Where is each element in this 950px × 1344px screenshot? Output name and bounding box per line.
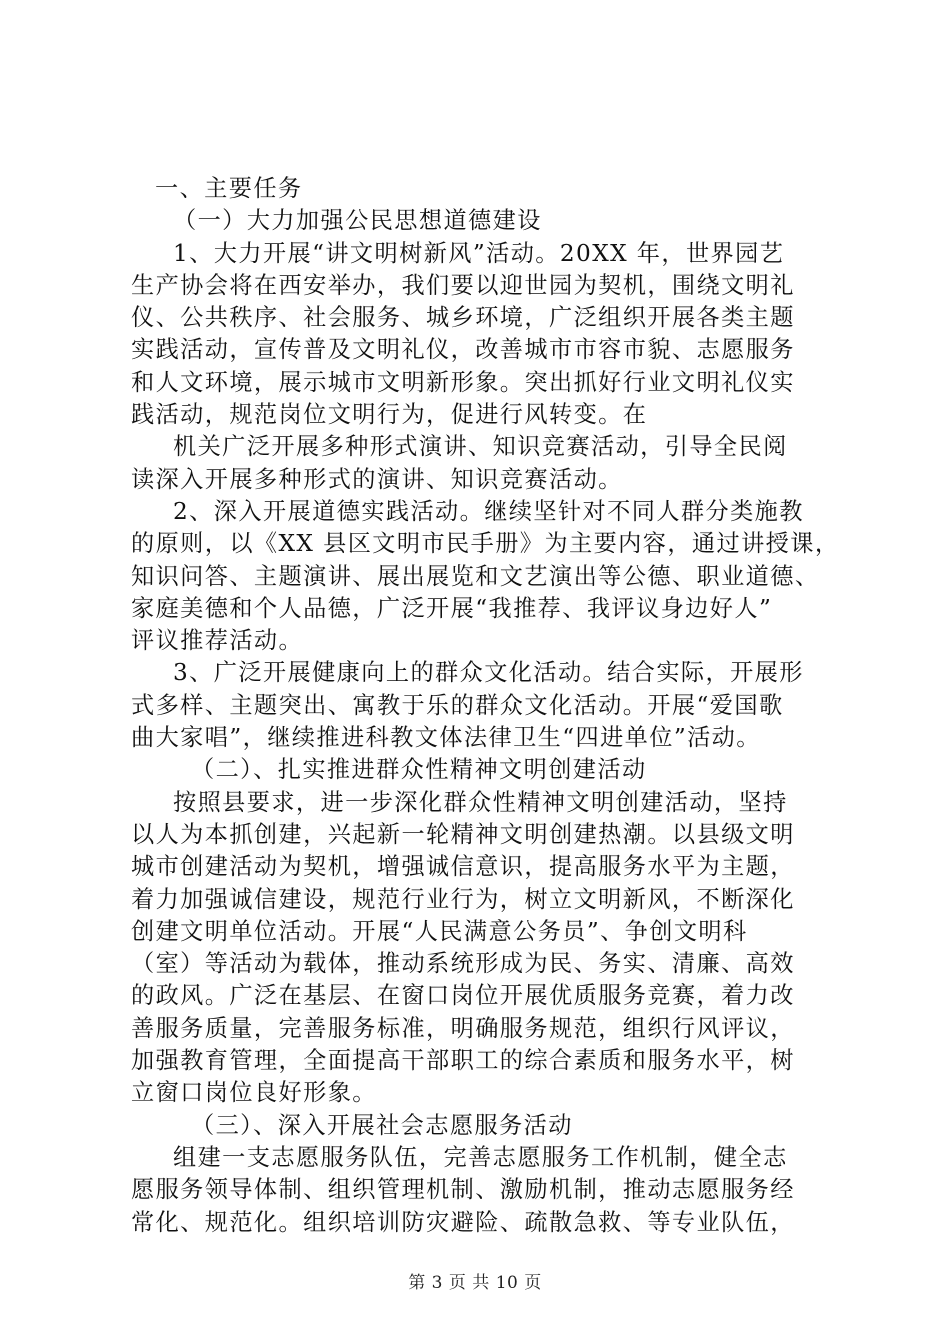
text-line: 3、广泛开展健康向上的群众文化活动。结合实际，开展形 (173, 659, 804, 687)
text-line: 立窗口岗位良好形象。 (131, 1079, 377, 1107)
text-line: （一）大力加强公民思想道德建设 (173, 207, 542, 235)
text-line: 的政风。广泛在基层、在窗口岗位开展优质服务竞赛，着力改 (131, 982, 795, 1010)
text-line: 1、大力开展“讲文明树新风”活动。20XX 年，世界园艺 (173, 239, 785, 267)
text-line: 读深入开展多种形式的演讲、知识竞赛活动。 (131, 465, 623, 493)
text-line: 按照县要求，进一步深化群众性精神文明创建活动，坚持 (173, 788, 788, 816)
text-line: 式多样、主题突出、寓教于乐的群众文化活动。开展“爱国歌 (131, 691, 784, 719)
text-line: 评议推荐活动。 (131, 627, 304, 655)
text-line: 仪、公共秩序、社会服务、城乡环境，广泛组织开展各类主题 (131, 304, 795, 332)
text-line: 加强教育管理，全面提高干部职工的综合素质和服务水平，树 (131, 1047, 795, 1075)
text-line: 知识问答、主题演讲、展出展览和文艺演出等公德、职业道德、 (131, 562, 820, 590)
text-line: 践活动，规范岗位文明行为，促进行风转变。在 (131, 401, 648, 429)
text-line: 2、深入开展道德实践活动。继续坚针对不同人群分类施教 (173, 497, 804, 525)
text-line: 家庭美德和个人品德，广泛开展“我推荐、我评议身边好人” (131, 594, 773, 622)
text-line: 生产协会将在西安举办，我们要以迎世园为契机，围绕文明礼 (131, 271, 795, 299)
text-line: 善服务质量，完善服务标准，明确服务规范，组织行风评议， (131, 1014, 795, 1042)
text-line: 曲大家唱”，继续推进科教文体法律卫生“四进单位”活动。 (131, 724, 761, 752)
text-line: 机关广泛开展多种形式演讲、知识竞赛活动，引导全民阅 (173, 433, 788, 461)
page-footer: 第 3 页 共 10 页 (408, 1273, 542, 1293)
text-line: （三）、深入开展社会志愿服务活动 (191, 1111, 573, 1139)
text-line: 创建文明单位活动。开展“人民满意公务员”、争创文明科 (131, 917, 748, 945)
document-body (131, 173, 840, 1239)
text-line: 的原则，以《XX 县区文明市民手册》为主要内容，通过讲授课， (131, 530, 840, 558)
text-line: 以人为本抓创建，兴起新一轮精神文明创建热潮。以县级文明 (131, 820, 795, 848)
text-line: 城市创建活动为契机，增强诚信意识，提高服务水平为主题， (131, 853, 795, 881)
text-line: 常化、规范化。组织培训防灾避险、疏散急救、等专业队伍， (131, 1208, 795, 1236)
text-line: 组建一支志愿服务队伍，完善志愿服务工作机制，健全志 (173, 1143, 788, 1171)
text-line: 一、主要任务 (155, 175, 303, 202)
text-line: （室）等活动为载体，推动系统形成为民、务实、清廉、高效 (131, 950, 795, 978)
text-line: （二）、扎实推进群众性精神文明创建活动 (191, 756, 647, 784)
text-line: 和人文环境，展示城市文明新形象。突出抓好行业文明礼仪实 (131, 368, 795, 396)
text-line: 实践活动，宣传普及文明礼仪，改善城市市容市貌、志愿服务 (131, 336, 795, 364)
text-line: 着力加强诚信建设，规范行业行为，树立文明新风，不断深化 (131, 885, 795, 913)
text-line: 愿服务领导体制、组织管理机制、激励机制，推动志愿服务经 (131, 1176, 795, 1204)
